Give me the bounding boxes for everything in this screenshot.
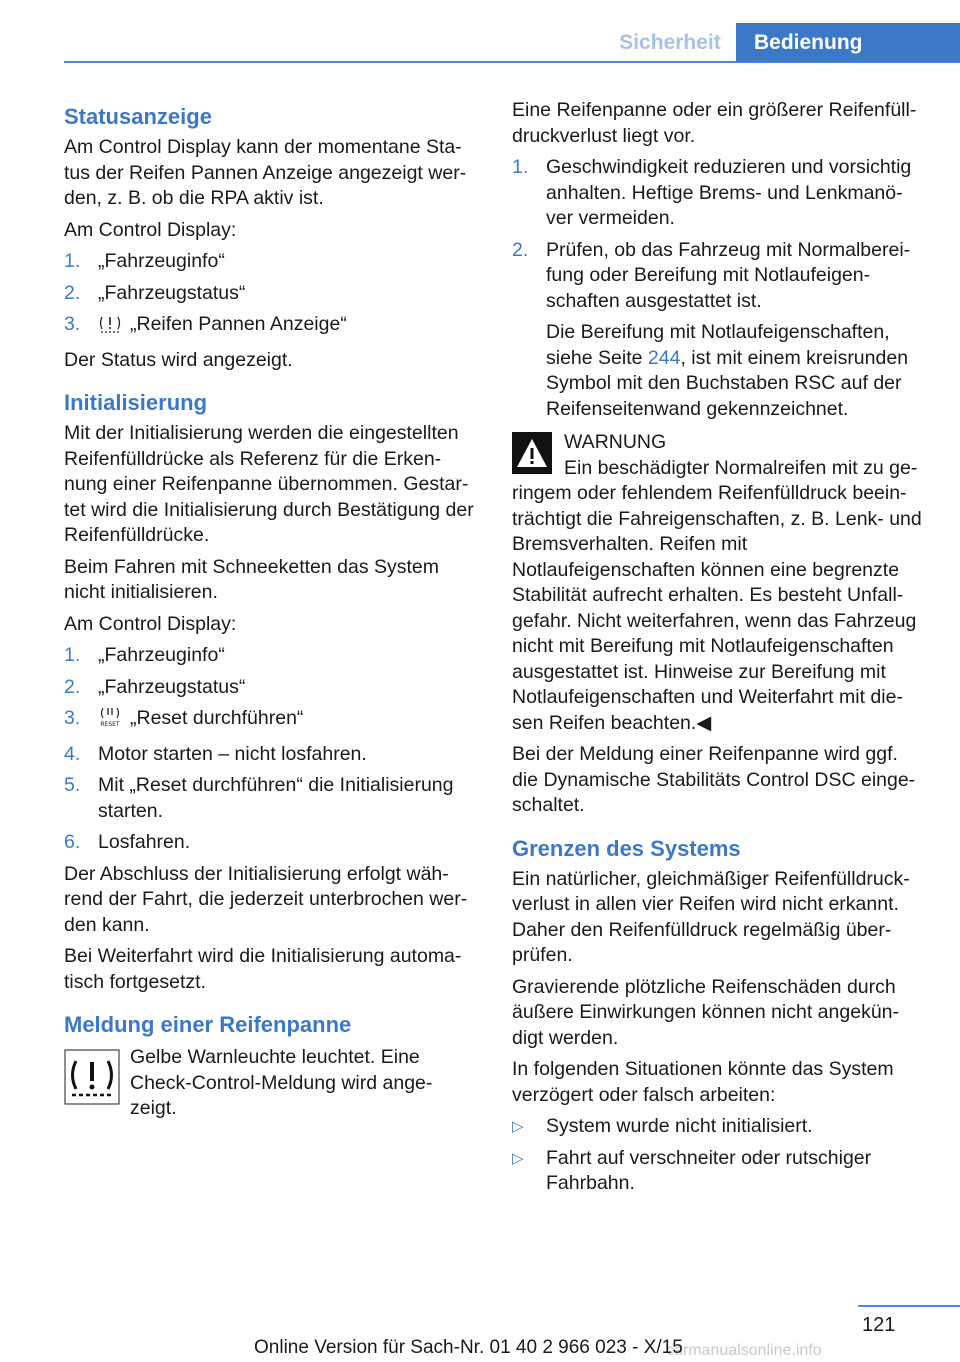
step-text: „Fahrzeuginfo“	[98, 644, 225, 666]
footer-note: Online Version für Sach-Nr. 01 40 2 966 023 - X/15	[254, 1337, 683, 1358]
heading-meldung: Meldung einer Reifenpanne	[64, 1012, 352, 1037]
right-column	[512, 98, 928, 1203]
paragraph: Gelbe Warnleuchte leuchtet. Eine Check-Control-Meldung wird ange-zeigt.	[130, 1046, 433, 1119]
paragraph: In folgenden Situationen könnte das System verzögert oder falsch arbeiten:	[512, 1058, 894, 1106]
step-number: 6.	[64, 831, 81, 853]
heading-statusanzeige: Statusanzeige	[64, 104, 212, 129]
warning-lamp-note	[64, 1045, 476, 1122]
warning-title: WARNUNG	[564, 431, 667, 453]
step-text: „Reset durchführen“	[130, 707, 304, 729]
list-item	[64, 249, 476, 275]
step-text: Mit „Reset durchführen“ die Initialisierung starten.	[98, 774, 454, 822]
list-item	[512, 238, 928, 315]
list-item	[64, 281, 476, 307]
list-item	[512, 1114, 928, 1140]
panne-steps	[512, 155, 928, 314]
bullet-triangle-icon: ▷	[512, 1149, 524, 1167]
list-item	[64, 830, 476, 856]
list-item	[64, 643, 476, 669]
paragraph: Gravierende plötzliche Reifenschäden durch äußere Einwirkungen können nicht angekün-digt werden.	[512, 975, 900, 1049]
paragraph: Eine Reifenpanne oder ein größerer Reifenfüll-druckverlust liegt vor.	[512, 99, 917, 147]
step-number: 3.	[64, 707, 81, 729]
list-item	[512, 155, 928, 232]
step-text: Losfahren.	[98, 831, 191, 853]
step-number: 4.	[64, 742, 81, 765]
tab-sicherheit[interactable]: Sicherheit	[619, 31, 721, 54]
list-item	[64, 742, 476, 768]
watermark: carmanualsonline.info	[666, 1342, 822, 1359]
list-item	[512, 1146, 928, 1197]
list-item	[64, 675, 476, 701]
tab-bedienung[interactable]: Bedienung	[736, 23, 960, 62]
list-item	[64, 773, 476, 824]
tire-warning-lamp-icon	[64, 1049, 120, 1113]
step-text: „Reifen Pannen Anzeige“	[130, 313, 347, 335]
footer-rule	[858, 1305, 960, 1307]
step-text: „Fahrzeugstatus“	[98, 281, 246, 304]
step-number: 5.	[64, 774, 81, 796]
bullet-text: Fahrt auf verschneiter oder rutschiger Fahrbahn.	[546, 1146, 872, 1194]
step-text: „Fahrzeugstatus“	[98, 675, 246, 698]
step-number: 1.	[64, 250, 81, 272]
paragraph: Beim Fahren mit Schneeketten das System nicht initialisieren.	[64, 555, 440, 603]
page-link[interactable]: 244	[647, 346, 681, 369]
step-text: Geschwindigkeit reduzieren und vorsichtig anhalten. Heftige Brems- und Lenkmanö-ver vermeiden.	[546, 156, 912, 229]
step-number: 2.	[64, 281, 81, 304]
step-text: Motor starten – nicht losfahren.	[98, 742, 367, 765]
paragraph: Bei Weiterfahrt wird die Initialisierung automa-tisch fortgesetzt.	[64, 945, 462, 993]
warning-box	[512, 430, 928, 481]
left-column	[64, 98, 476, 1128]
heading-grenzen: Grenzen des Systems	[512, 835, 741, 861]
paragraph: Mit der Initialisierung werden die eingestellten Reifenfülldrücke als Referenz für die Erken-nung einer Reifenpanne übernommen. Gestar-tet wird die Initialisierung durch Bestätigung der Reifenfülldrücke.	[64, 422, 474, 546]
paragraph	[512, 320, 928, 422]
paragraph: Am Control Display:	[64, 218, 237, 241]
warning-text: ringem oder fehlendem Reifenfülldruck beein-trächtigt die Fahreigenschaften, z. B. Lenk- und Bremsverhalten. Reifen mit Notlaufeigenschaften können eine begrenzte Stabilität aufrecht erhalten. Es besteht Unfall-gefahr. Nicht weiterfahren, wenn das Fahrzeug nicht mit Bereifung mit Notlaufeigenschaften ausgestattet ist. Hinweise zur Bereifung mit Notlaufeigenschaften und Weiterfahrt mit die-sen Reifen beachten.◀	[512, 482, 922, 734]
step-text: „Fahrzeuginfo“	[98, 250, 225, 272]
step-number: 2.	[64, 675, 81, 698]
step-number: 2.	[512, 238, 529, 261]
init-steps	[64, 643, 476, 856]
paragraph: Der Abschluss der Initialisierung erfolgt wäh-rend der Fahrt, die jederzeit unterbrochen wer-den kann.	[64, 862, 468, 936]
step-number: 1.	[64, 644, 81, 666]
paragraph: Bei der Meldung einer Reifenpanne wird ggf. die Dynamische Stabilitäts Control DSC einge-schaltet.	[512, 743, 916, 816]
status-steps	[64, 249, 476, 342]
paragraph: Der Status wird angezeigt.	[64, 348, 293, 371]
limits-bullets	[512, 1114, 928, 1197]
svg-text:RESET: RESET	[100, 721, 120, 728]
paragraph: Ein natürlicher, gleichmäßiger Reifenfülldruck-verlust in allen vier Reifen wird nicht erkannt. Daher den Reifenfülldruck regelmäßig über-prüfen.	[512, 867, 910, 966]
step-number: 1.	[512, 156, 529, 178]
paragraph: Am Control Display:	[64, 612, 237, 635]
warning-triangle-icon	[512, 432, 552, 482]
text: , ist mit einem kreisrunden Symbol mit den Buchstaben RSC auf der Reifenseitenwand gekennzeichnet.	[546, 346, 909, 420]
step-text: Prüfen, ob das Fahrzeug mit Normalberei-fung oder Bereifung mit Notlaufeigen-schaften ausgestattet ist.	[546, 238, 911, 312]
text: Die Bereifung mit Notlaufeigenschaften, siehe Seite	[546, 321, 890, 369]
tire-reset-icon	[98, 706, 122, 736]
warning-first-line: Ein beschädigter Normalreifen mit zu ge-	[564, 456, 918, 479]
step-number: 3.	[64, 313, 81, 335]
tire-pressure-icon	[98, 314, 122, 342]
list-item	[64, 706, 476, 736]
bullet-text: System wurde nicht initialisiert.	[546, 1115, 813, 1137]
page-number: 121	[862, 1314, 896, 1336]
paragraph: Am Control Display kann der momentane Sta-tus der Reifen Pannen Anzeige angezeigt wer-den, z. B. ob die RPA aktiv ist.	[64, 136, 467, 209]
bullet-triangle-icon: ▷	[512, 1118, 524, 1135]
list-item	[64, 312, 476, 342]
heading-initialisierung: Initialisierung	[64, 390, 208, 415]
